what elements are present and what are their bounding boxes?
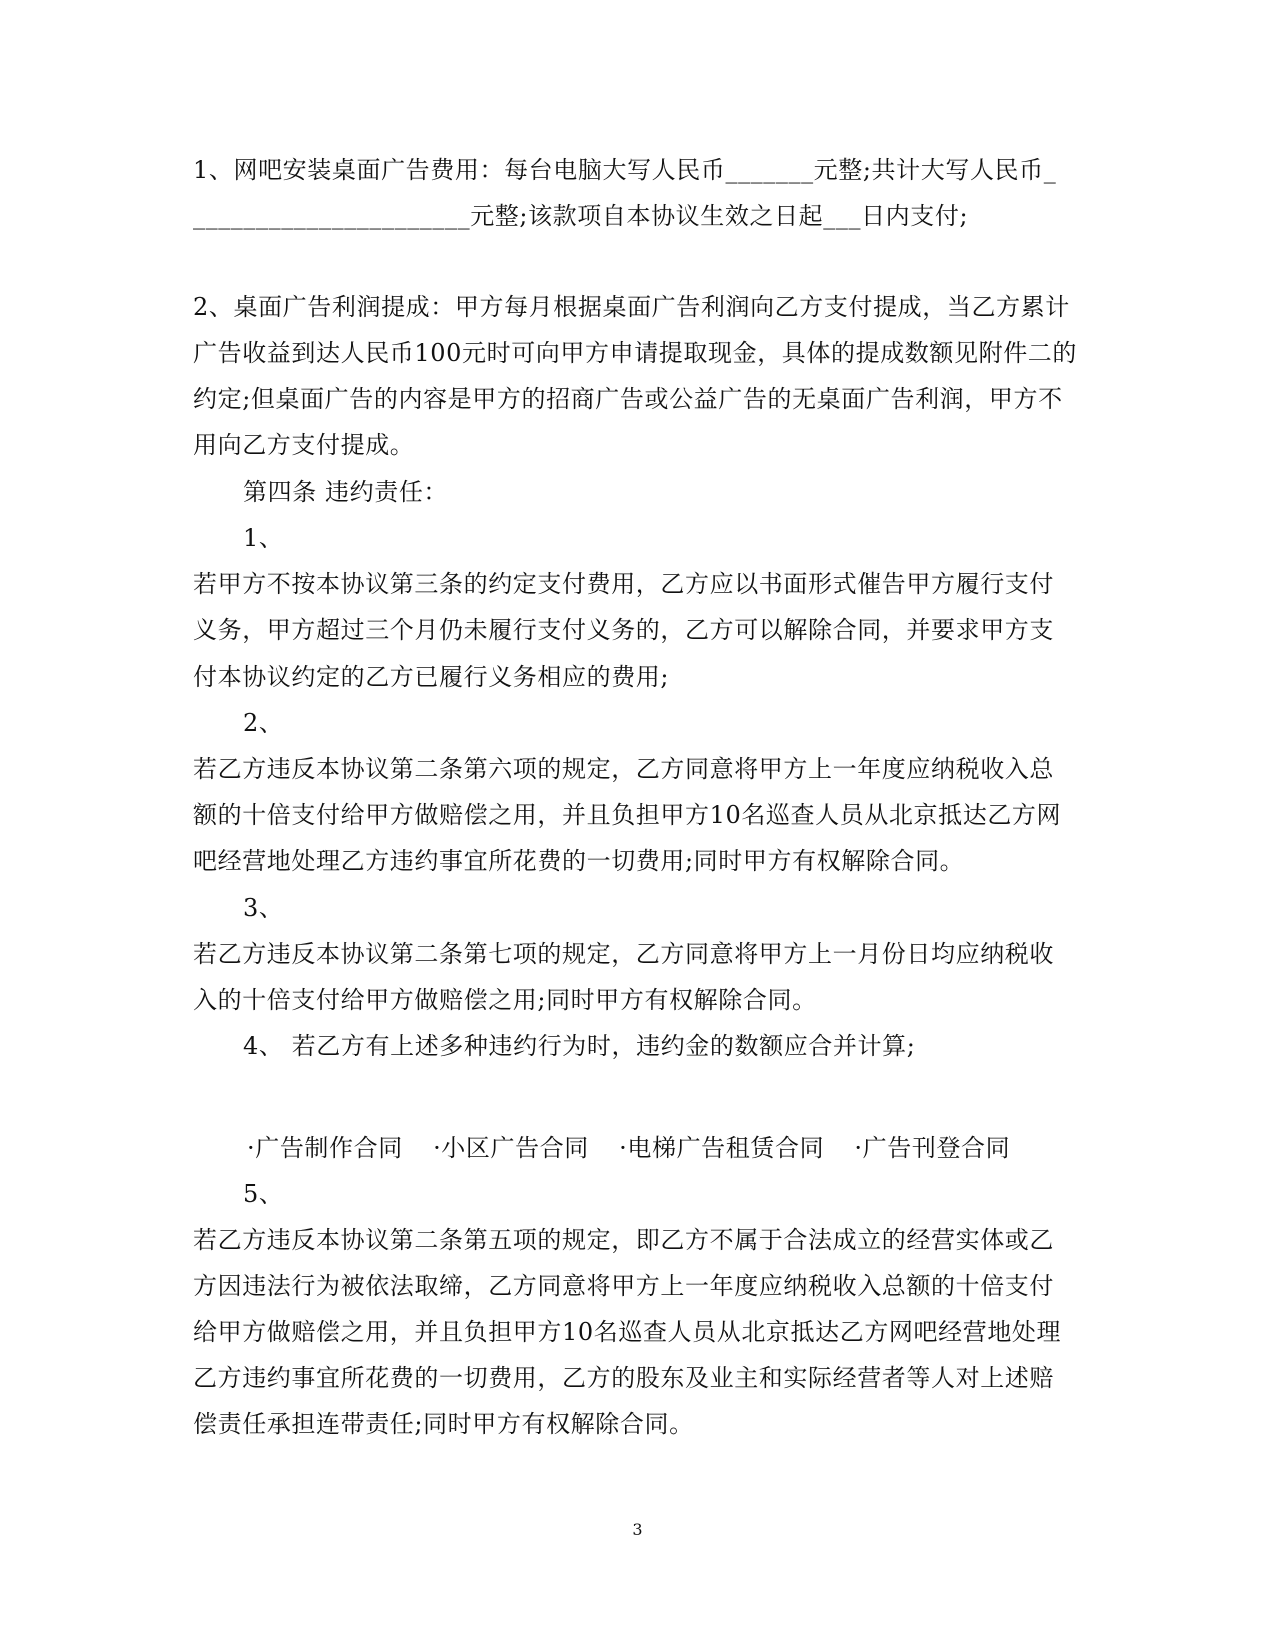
item-number: 5、: [243, 1180, 284, 1208]
item-text-line: 方因违法行为被依法取缔，乙方同意将甲方上一年度应纳税收入总额的十倍支付: [193, 1272, 1054, 1300]
fee-clause-line: ______________________元整;该款项自本协议生效之日起___日内支付;: [193, 202, 969, 230]
item-number: 2、: [243, 709, 284, 737]
item-text-line: 若乙方违反本协议第二条第五项的规定，即乙方不属于合法成立的经营实体或乙: [193, 1226, 1054, 1254]
item-text-line: 给甲方做赔偿之用，并且负担甲方10名巡查人员从北京抵达乙方网吧经营地处理: [193, 1318, 1062, 1346]
commission-clause-line: 广告收益到达人民币100元时可向甲方申请提取现金，具体的提成数额见附件二的: [193, 339, 1078, 367]
item-text-line: 乙方违约事宜所花费的一切费用，乙方的股东及业主和实际经营者等人对上述赔: [193, 1364, 1054, 1392]
fee-clause-line: 1、网吧安装桌面广告费用：每台电脑大写人民币_______元整;共计大写人民币_: [193, 156, 1057, 184]
related-contract-link[interactable]: ·小区广告合同: [433, 1134, 589, 1162]
item-text-line: 偿责任承担连带责任;同时甲方有权解除合同。: [193, 1410, 694, 1438]
item-number: 1、: [243, 524, 284, 552]
item-text-line: 额的十倍支付给甲方做赔偿之用，并且负担甲方10名巡查人员从北京抵达乙方网: [193, 801, 1062, 829]
related-contract-link[interactable]: ·广告刊登合同: [854, 1134, 1011, 1162]
commission-clause-line: 约定;但桌面广告的内容是甲方的招商广告或公益广告的无桌面广告利润，甲方不: [193, 385, 1063, 413]
related-contract-link[interactable]: ·电梯广告租赁合同: [619, 1134, 825, 1162]
related-contract-link[interactable]: ·广告制作合同: [247, 1134, 403, 1162]
commission-clause-line: 用向乙方支付提成。: [193, 431, 415, 459]
item-text-line: 入的十倍支付给甲方做赔偿之用;同时甲方有权解除合同。: [193, 986, 817, 1014]
item-number: 3、: [243, 894, 284, 922]
item-text-line: 义务，甲方超过三个月仍未履行支付义务的，乙方可以解除合同，并要求甲方支: [193, 616, 1054, 644]
related-contracts: [247, 1133, 1010, 1163]
commission-clause-line: 2、桌面广告利润提成：甲方每月根据桌面广告利润向乙方支付提成，当乙方累计: [193, 293, 1070, 321]
item-text-line: 若乙方违反本协议第二条第七项的规定，乙方同意将甲方上一月份日均应纳税收: [193, 940, 1054, 968]
item-text-line: 若甲方不按本协议第三条的约定支付费用，乙方应以书面形式催告甲方履行支付: [193, 570, 1054, 598]
item-text-line: 若乙方违反本协议第二条第六项的规定，乙方同意将甲方上一年度应纳税收入总: [193, 755, 1054, 783]
article-heading: 第四条 违约责任：: [243, 478, 449, 506]
item-text-line: 4、 若乙方有上述多种违约行为时，违约金的数额应合并计算;: [243, 1032, 916, 1060]
item-text-line: 吧经营地处理乙方违约事宜所花费的一切费用;同时甲方有权解除合同。: [193, 847, 965, 875]
item-text-line: 付本协议约定的乙方已履行义务相应的费用;: [193, 663, 670, 691]
page-number: 3: [632, 1520, 643, 1539]
